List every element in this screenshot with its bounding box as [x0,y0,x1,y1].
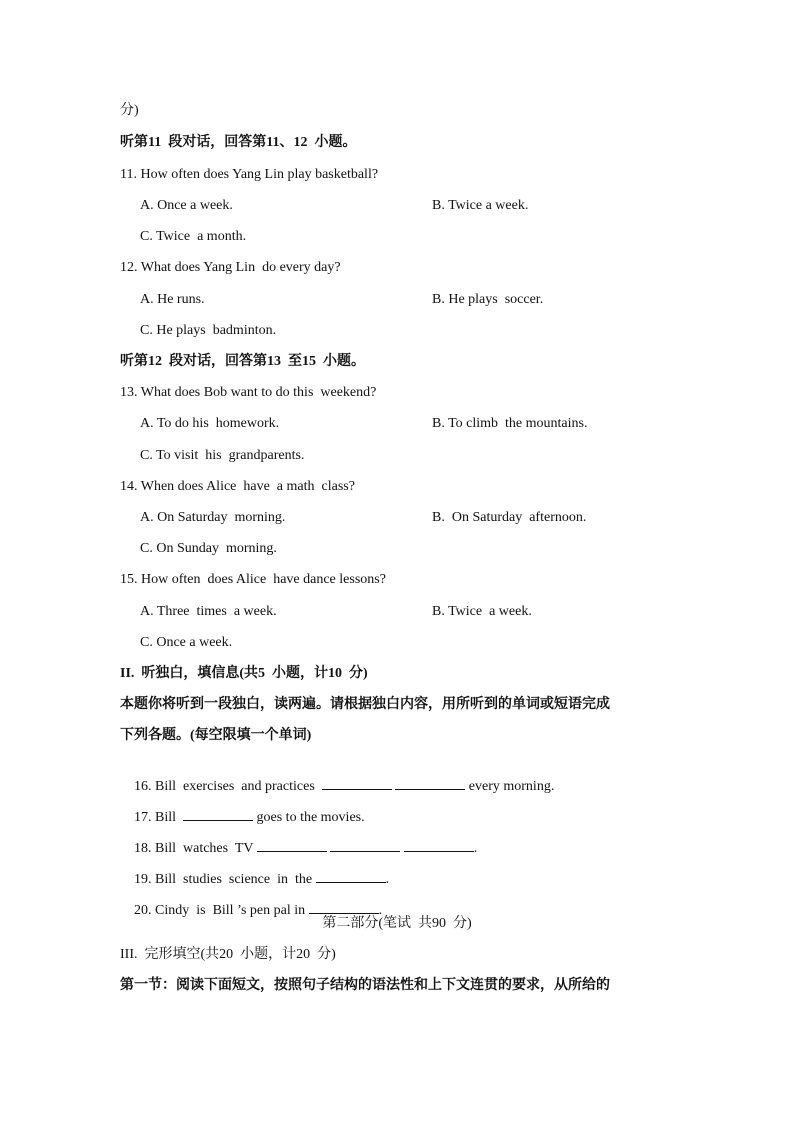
question-13-stem: 13. What does Bob want to do this weekend? [120,385,377,400]
question-13-option-a: A. To do his homework. [140,416,280,431]
answer-blank[interactable] [309,901,379,914]
part-two-title: 第二部分(笔试 共90 分) [322,916,472,931]
answer-blank[interactable] [316,870,386,883]
question-17-tail: goes to the movies. [253,810,365,825]
question-15-option-c: C. Once a week. [140,635,233,650]
part-3-heading: III. 完形填空(共20 小题，计20 分) [120,947,336,962]
question-11-option-b: B. Twice a week. [432,198,529,213]
question-15-option-b: B. Twice a week. [432,604,532,619]
part-2-heading: II. 听独白，填信息(共5 小题，计10 分) [120,666,368,681]
question-18-tail: . [473,841,478,856]
question-14-stem: 14. When does Alice have a math class? [120,479,355,494]
question-17-text: 17. Bill [134,810,184,825]
question-12-option-a: A. He runs. [140,292,205,307]
question-20-text: 20. Cindy is Bill ’s pen pal in [134,903,309,918]
question-12-option-c: C. He plays badminton. [140,323,277,338]
question-11-stem: 11. How often does Yang Lin play basketball? [120,167,379,182]
answer-blank[interactable] [322,777,392,790]
question-19-tail: . [385,872,390,887]
question-16-tail: every morning. [465,779,555,794]
part-2-instruction-line-1: 本题你将听到一段独白，读两遍。请根据独白内容，用所听到的单词或短语完成 [120,697,610,712]
question-19-text: 19. Bill studies science in the [134,872,316,887]
question-14-option-a: A. On Saturday morning. [140,510,286,525]
question-18-text: 18. Bill watches TV [134,841,257,856]
question-14-option-b: B. On Saturday afternoon. [432,510,587,525]
section-instruction-dialog-11: 听第11 段对话，回答第11、12 小题。 [120,135,357,150]
question-12-stem: 12. What does Yang Lin do every day? [120,260,341,275]
part-3-instruction: 第一节：阅读下面短文，按照句子结构的语法性和上下文连贯的要求，从所给的 [120,978,610,993]
answer-blank[interactable] [395,777,465,790]
question-12-option-b: B. He plays soccer. [432,292,544,307]
question-15-stem: 15. How often does Alice have dance lessons? [120,572,386,587]
question-13-option-c: C. To visit his grandparents. [140,448,305,463]
question-20-tail: . [378,903,383,918]
part-2-instruction-line-2: 下列各题。(每空限填一个单词) [120,728,312,743]
answer-blank[interactable] [257,839,327,852]
answer-blank[interactable] [183,808,253,821]
answer-blank[interactable] [404,839,474,852]
section-instruction-dialog-12: 听第12 段对话，回答第13 至15 小题。 [120,354,365,369]
answer-blank[interactable] [330,839,400,852]
question-13-option-b: B. To climb the mountains. [432,416,588,431]
carryover-text: 分) [120,103,139,118]
question-11-option-a: A. Once a week. [140,198,233,213]
question-16-text: 16. Bill exercises and practices [134,779,322,794]
question-11-option-c: C. Twice a month. [140,229,247,244]
question-14-option-c: C. On Sunday morning. [140,541,277,556]
question-15-option-a: A. Three times a week. [140,604,277,619]
